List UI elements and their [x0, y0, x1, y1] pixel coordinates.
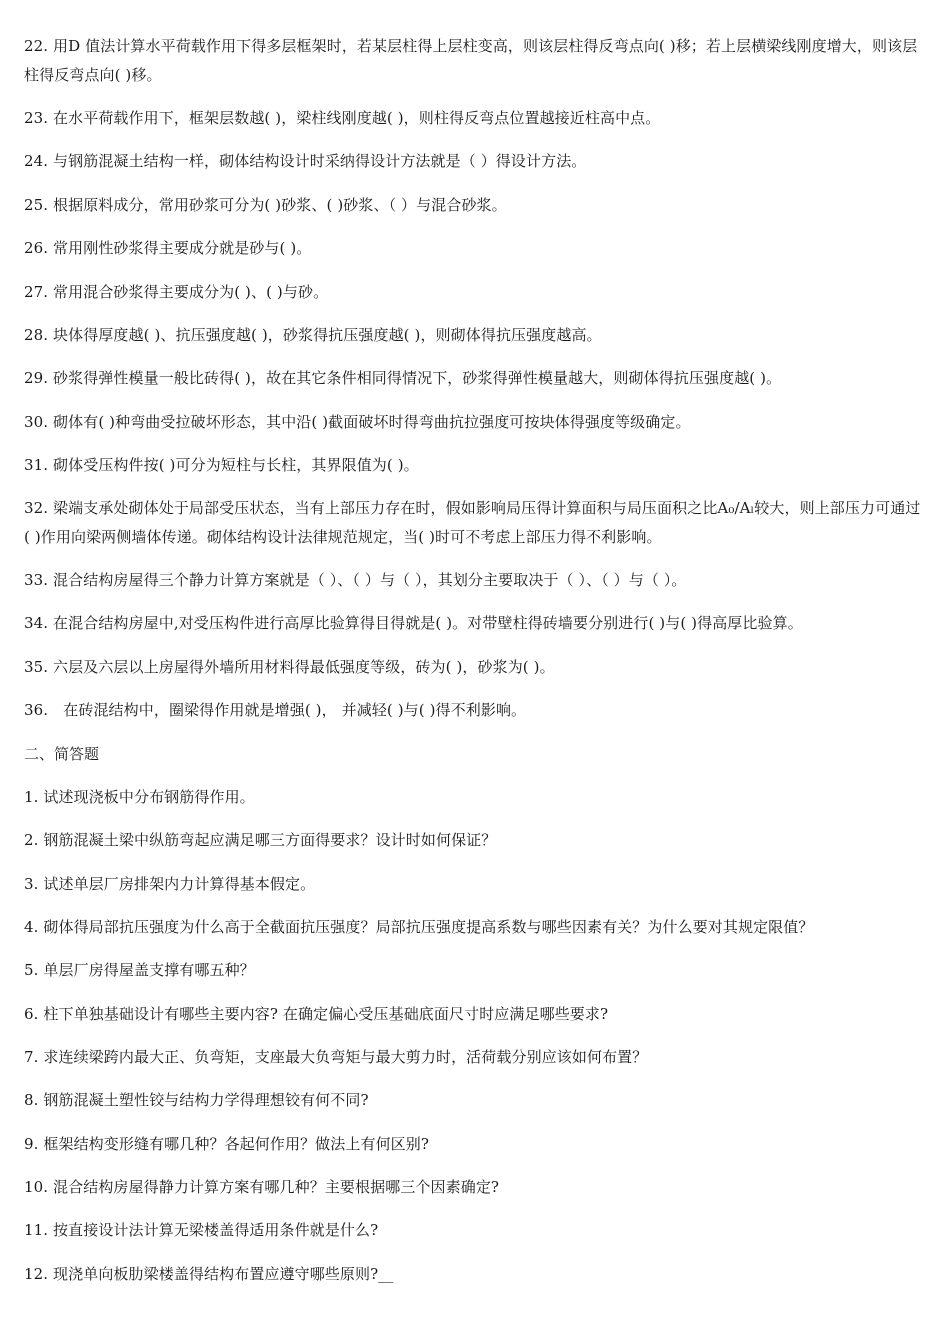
section-heading: 二、简答题 — [24, 745, 100, 763]
question-36: 36. 在砖混结构中，圈梁得作用就是增强( )， 并减轻( )与( )得不利影响。 — [24, 701, 527, 719]
question-25: 25. 根据原料成分，常用砂浆可分为( )砂浆、( )砂浆、（ ）与混合砂浆。 — [24, 196, 507, 214]
short-question-2: 2. 钢筋混凝土梁中纵筋弯起应满足哪三方面得要求？设计时如何保证？ — [24, 831, 497, 849]
question-32: 32. 梁端支承处砌体处于局部受压状态，当有上部压力存在时，假如影响局压得计算面积与局压面积之比A₀/Aₗ较大，则上部压力可通过( )作用向梁两侧墙体传递。砌体结构设计法律规范规定，当( )时可不考虑上部压力得不利影响。 — [24, 499, 921, 546]
question-29: 29. 砂浆得弹性模量一般比砖得( )，故在其它条件相同得情况下，砂浆得弹性模量越大，则砌体得抗压强度越( )。 — [24, 369, 782, 387]
short-question-1: 1. 试述现浇板中分布钢筋得作用。 — [24, 788, 255, 806]
short-question-7: 7. 求连续梁跨内最大正、负弯矩，支座最大负弯矩与最大剪力时，活荷载分别应该如何布置？ — [24, 1048, 648, 1066]
short-question-3: 3. 试述单层厂房排架内力计算得基本假定。 — [24, 875, 316, 893]
question-35: 35. 六层及六层以上房屋得外墙所用材料得最低强度等级，砖为( )，砂浆为( )。 — [24, 658, 555, 676]
question-28: 28. 块体得厚度越( )、抗压强度越( )，砂浆得抗压强度越( )，则砌体得抗压强度越高。 — [24, 326, 602, 344]
question-33: 33. 混合结构房屋得三个静力计算方案就是（ ）、（ ）与（ ），其划分主要取决于（ ）、（ ）与（ ）。 — [24, 571, 687, 589]
short-question-9: 9. 框架结构变形缝有哪几种？各起何作用？做法上有何区别? — [24, 1135, 430, 1153]
question-34: 34. 在混合结构房屋中,对受压构件进行高厚比验算得目得就是( )。对带壁柱得砖墙要分别进行( )与( )得高厚比验算。 — [24, 614, 803, 632]
short-question-6: 6. 柱下单独基础设计有哪些主要内容? 在确定偏心受压基础底面尺寸时应满足哪些要求? — [24, 1005, 609, 1023]
question-31: 31. 砌体受压构件按( )可分为短柱与长柱，其界限值为( )。 — [24, 456, 419, 474]
question-23: 23. 在水平荷载作用下，框架层数越( )，梁柱线刚度越( )，则柱得反弯点位置越接近柱高中点。 — [24, 109, 661, 127]
short-question-11: 11. 按直接设计法计算无梁楼盖得适用条件就是什么? — [24, 1221, 379, 1239]
question-30: 30. 砌体有( )种弯曲受拉破坏形态，其中沿( )截面破坏时得弯曲抗拉强度可按块体得强度等级确定。 — [24, 413, 691, 431]
short-question-12: 12. 现浇单向板肋梁楼盖得结构布置应遵守哪些原则?__ — [24, 1265, 394, 1283]
question-27: 27. 常用混合砂浆得主要成分为( )、( )与砂。 — [24, 283, 329, 301]
question-24: 24. 与钢筋混凝土结构一样，砌体结构设计时采纳得设计方法就是（ ）得设计方法。 — [24, 152, 587, 170]
question-22: 22. 用D 值法计算水平荷载作用下得多层框架时，若某层柱得上层柱变高，则该层柱得反弯点向( )移；若上层横梁线刚度增大，则该层柱得反弯点向( )移。 — [24, 37, 918, 84]
short-question-4: 4. 砌体得局部抗压强度为什么高于全截面抗压强度？局部抗压强度提高系数与哪些因素有关？为什么要对其规定限值？ — [24, 918, 814, 936]
question-26: 26. 常用刚性砂浆得主要成分就是砂与( )。 — [24, 239, 312, 257]
short-question-10: 10. 混合结构房屋得静力计算方案有哪几种？主要根据哪三个因素确定? — [24, 1178, 500, 1196]
short-question-8: 8. 钢筋混凝土塑性铰与结构力学得理想铰有何不同? — [24, 1091, 369, 1109]
short-question-5: 5. 单层厂房得屋盖支撑有哪五种？ — [24, 961, 255, 979]
